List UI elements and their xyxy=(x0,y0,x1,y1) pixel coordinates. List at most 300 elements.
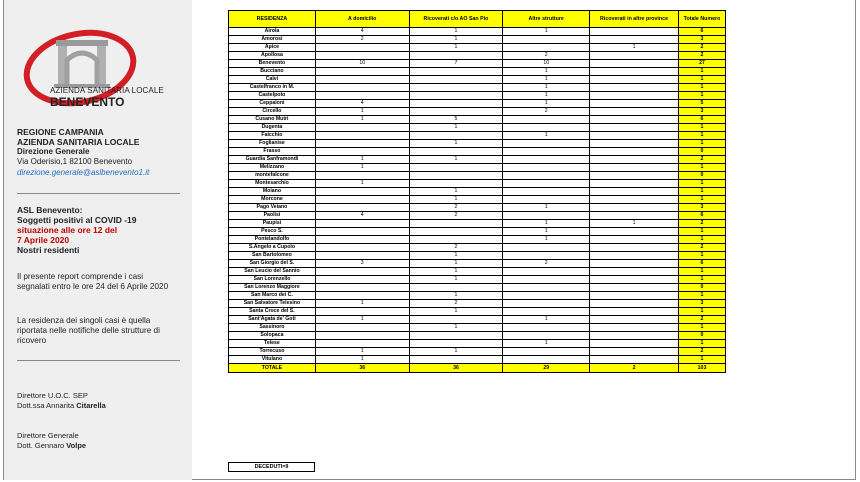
table-cell: 2 xyxy=(409,204,503,212)
cell-residenza: S.Angelo a Cupolo xyxy=(229,244,316,252)
table-cell xyxy=(409,84,503,92)
table-cell xyxy=(315,140,409,148)
header-san-pio: Ricoverati c/o AO San Pio xyxy=(409,11,503,28)
table-cell: 2 xyxy=(503,108,590,116)
table-cell xyxy=(590,84,679,92)
cell-residenza: Ceppaloni xyxy=(229,100,316,108)
cell-totale: 3 xyxy=(679,108,726,116)
table-cell xyxy=(409,92,503,100)
director-sep-name xyxy=(17,401,187,411)
cell-totale: 1 xyxy=(679,252,726,260)
table-cell xyxy=(590,300,679,308)
table-cell xyxy=(590,124,679,132)
table-cell xyxy=(315,308,409,316)
cell-residenza: Castelpoto xyxy=(229,92,316,100)
cell-residenza: San Giorgio del S. xyxy=(229,260,316,268)
cell-residenza: Foglianise xyxy=(229,140,316,148)
cell-residenza: Sassinoro xyxy=(229,324,316,332)
table-cell xyxy=(315,268,409,276)
table-row xyxy=(229,140,726,148)
table-row xyxy=(229,116,726,124)
table-cell xyxy=(590,260,679,268)
org-address: Via Oderisio,1 82100 Benevento xyxy=(17,157,133,166)
table-cell: 1 xyxy=(409,268,503,276)
table-cell xyxy=(590,340,679,348)
table-row xyxy=(229,44,726,52)
table-row xyxy=(229,52,726,60)
table-cell xyxy=(503,292,590,300)
cell-residenza: Paupisi xyxy=(229,220,316,228)
table-cell: 1 xyxy=(503,68,590,76)
table-cell xyxy=(409,52,503,60)
cell-totale: 3 xyxy=(679,204,726,212)
table-cell xyxy=(315,220,409,228)
table-row xyxy=(229,332,726,340)
table-cell: 1 xyxy=(409,260,503,268)
total-cell: 36 xyxy=(409,364,503,373)
header-domicilio: A domicilio xyxy=(315,11,409,28)
table-cell: 1 xyxy=(315,348,409,356)
table-cell: 1 xyxy=(409,196,503,204)
cell-residenza: Apice xyxy=(229,44,316,52)
table-cell xyxy=(503,196,590,204)
table-cell xyxy=(590,132,679,140)
table-cell xyxy=(409,148,503,156)
table-row xyxy=(229,348,726,356)
table-row xyxy=(229,92,726,100)
table-cell xyxy=(503,156,590,164)
table-cell xyxy=(590,172,679,180)
table-cell xyxy=(503,148,590,156)
table-cell: 10 xyxy=(503,60,590,68)
table-cell xyxy=(315,92,409,100)
table-row xyxy=(229,308,726,316)
cell-totale: 1 xyxy=(679,76,726,84)
table-cell xyxy=(503,172,590,180)
table-cell: 3 xyxy=(315,260,409,268)
table-cell: 1 xyxy=(315,356,409,364)
table-cell xyxy=(315,52,409,60)
table-cell: 1 xyxy=(315,316,409,324)
cell-residenza: Sant'Agata de' Goti xyxy=(229,316,316,324)
table-cell: 1 xyxy=(315,108,409,116)
table-cell xyxy=(409,340,503,348)
cell-totale: 3 xyxy=(679,300,726,308)
cell-residenza: Pesco S. xyxy=(229,228,316,236)
table-cell: 1 xyxy=(409,188,503,196)
report-title: ASL Benevento: xyxy=(17,205,83,215)
table-cell xyxy=(409,68,503,76)
table-row xyxy=(229,252,726,260)
table-cell: 1 xyxy=(409,156,503,164)
cell-residenza: Solopaca xyxy=(229,332,316,340)
table-cell xyxy=(315,124,409,132)
report-note-cutoff: Il presente report comprende i casi segnalati entro le ore 24 del 6 Aprile 2020 xyxy=(17,272,169,291)
header-residenza: RESIDENZA xyxy=(229,11,316,28)
table-cell xyxy=(590,284,679,292)
logo-title: BENEVENTO xyxy=(50,95,125,109)
cell-residenza: Torrecuso xyxy=(229,348,316,356)
table-cell xyxy=(409,172,503,180)
table-cell: 5 xyxy=(409,116,503,124)
table-cell xyxy=(315,44,409,52)
table-row xyxy=(229,164,726,172)
cell-totale: 1 xyxy=(679,292,726,300)
table-cell xyxy=(503,324,590,332)
director-general-role: Direttore Generale xyxy=(17,431,79,440)
table-cell: 1 xyxy=(409,28,503,36)
table-row xyxy=(229,204,726,212)
cell-totale: 5 xyxy=(679,100,726,108)
table-row xyxy=(229,156,726,164)
report-note-residence: La residenza dei singoli casi è quella riportata nelle notifiche delle strutture di ricovero xyxy=(17,316,160,345)
table-cell xyxy=(409,284,503,292)
cell-totale: 6 xyxy=(679,212,726,220)
cell-totale: 2 xyxy=(679,156,726,164)
cell-residenza: Guardia Sanframondi xyxy=(229,156,316,164)
cell-residenza: Dugenta xyxy=(229,124,316,132)
table-cell xyxy=(315,292,409,300)
table-cell xyxy=(503,268,590,276)
cell-residenza: Castelfranco in M. xyxy=(229,84,316,92)
table-cell: 1 xyxy=(503,100,590,108)
table-row xyxy=(229,148,726,156)
cell-residenza: Vitulano xyxy=(229,356,316,364)
director-general-surname: Volpe xyxy=(66,441,87,450)
table-row xyxy=(229,84,726,92)
table-cell xyxy=(590,156,679,164)
cell-residenza: Santa Croce del S. xyxy=(229,308,316,316)
table-cell: 1 xyxy=(590,220,679,228)
table-cell xyxy=(503,36,590,44)
table-cell xyxy=(590,68,679,76)
report-title-block xyxy=(17,205,187,255)
cell-totale: 1 xyxy=(679,196,726,204)
cell-residenza: Morcone xyxy=(229,196,316,204)
cell-totale: 2 xyxy=(679,52,726,60)
cell-totale: 3 xyxy=(679,36,726,44)
table-cell xyxy=(590,116,679,124)
cell-totale: 1 xyxy=(679,188,726,196)
table-cell xyxy=(409,356,503,364)
table-cell xyxy=(409,228,503,236)
director-general xyxy=(17,431,187,451)
cell-residenza: Circello xyxy=(229,108,316,116)
table-cell xyxy=(590,52,679,60)
table-cell xyxy=(409,316,503,324)
table-cell xyxy=(590,60,679,68)
table-cell xyxy=(590,268,679,276)
table-cell: 7 xyxy=(409,60,503,68)
cell-residenza: Apollosa xyxy=(229,52,316,60)
cell-totale: 6 xyxy=(679,116,726,124)
table-cell: 1 xyxy=(315,156,409,164)
cell-residenza: Montesarchio xyxy=(229,180,316,188)
table-row xyxy=(229,356,726,364)
table-cell: 1 xyxy=(409,308,503,316)
table-total-row xyxy=(229,364,726,373)
table-row xyxy=(229,244,726,252)
table-cell xyxy=(503,284,590,292)
table-cell xyxy=(503,116,590,124)
table-cell: 1 xyxy=(409,348,503,356)
table-cell xyxy=(590,308,679,316)
table-cell xyxy=(315,84,409,92)
cell-residenza: Benevento xyxy=(229,60,316,68)
table-cell xyxy=(590,324,679,332)
cell-totale: 1 xyxy=(679,68,726,76)
cell-totale: 2 xyxy=(679,316,726,324)
table-cell xyxy=(503,300,590,308)
table-body xyxy=(229,28,726,373)
cell-residenza: Faicchio xyxy=(229,132,316,140)
cell-totale: 0 xyxy=(679,172,726,180)
table-cell xyxy=(503,276,590,284)
table-cell: 1 xyxy=(409,276,503,284)
table-row xyxy=(229,60,726,68)
cell-totale: 2 xyxy=(679,244,726,252)
table-cell: 1 xyxy=(503,76,590,84)
table-cell: 1 xyxy=(409,292,503,300)
table-cell xyxy=(590,292,679,300)
table-cell xyxy=(315,204,409,212)
report-scope: Nostri residenti xyxy=(17,245,80,255)
table-cell xyxy=(409,76,503,84)
table-cell xyxy=(315,332,409,340)
cell-totale: 1 xyxy=(679,308,726,316)
table-cell: 2 xyxy=(503,260,590,268)
cell-residenza: San Bartolomeo xyxy=(229,252,316,260)
table-cell xyxy=(590,204,679,212)
cell-totale: 0 xyxy=(679,284,726,292)
cell-residenza: Telese xyxy=(229,340,316,348)
table-cell xyxy=(590,28,679,36)
table-row xyxy=(229,236,726,244)
table-cell xyxy=(590,212,679,220)
table-cell: 4 xyxy=(315,100,409,108)
table-row xyxy=(229,124,726,132)
cell-residenza: montefalcone xyxy=(229,172,316,180)
table-cell xyxy=(590,228,679,236)
cell-totale: 1 xyxy=(679,340,726,348)
cell-residenza: Pontelandolfo xyxy=(229,236,316,244)
table-cell: 1 xyxy=(409,140,503,148)
table-cell xyxy=(409,180,503,188)
table-cell xyxy=(315,252,409,260)
table-cell xyxy=(315,188,409,196)
cell-residenza: Amorosi xyxy=(229,36,316,44)
cell-residenza: San Salvatore Telesino xyxy=(229,300,316,308)
table-cell: 1 xyxy=(315,300,409,308)
director-general-name xyxy=(17,441,187,451)
table-cell xyxy=(590,244,679,252)
table-cell xyxy=(315,148,409,156)
cell-residenza: Bucciano xyxy=(229,68,316,76)
table-cell xyxy=(409,220,503,228)
table-cell: 10 xyxy=(315,60,409,68)
divider xyxy=(17,193,180,194)
table-cell: 1 xyxy=(590,44,679,52)
table-cell: 1 xyxy=(315,116,409,124)
table-cell: 1 xyxy=(503,316,590,324)
cell-totale: 2 xyxy=(679,44,726,52)
cell-totale: 2 xyxy=(679,348,726,356)
table-cell xyxy=(590,236,679,244)
table-cell xyxy=(503,252,590,260)
table-row xyxy=(229,228,726,236)
table-cell xyxy=(503,356,590,364)
cell-residenza: Calvi xyxy=(229,76,316,84)
org-name: AZIENDA SANITARIA LOCALE xyxy=(17,137,140,147)
table-cell xyxy=(590,332,679,340)
table-cell xyxy=(503,348,590,356)
cell-residenza: Melizzano xyxy=(229,164,316,172)
cell-totale: 1 xyxy=(679,92,726,100)
table-row xyxy=(229,276,726,284)
table-row xyxy=(229,100,726,108)
cell-residenza: San Lorenzo Maggiore xyxy=(229,284,316,292)
table-cell: 2 xyxy=(409,300,503,308)
total-cell: 36 xyxy=(315,364,409,373)
table-cell: 2 xyxy=(409,212,503,220)
table-cell xyxy=(409,164,503,172)
deceased-count: DECEDUTI=9 xyxy=(228,462,315,472)
table-cell xyxy=(503,44,590,52)
table-cell xyxy=(590,92,679,100)
director-sep-surname: Citarella xyxy=(76,401,106,410)
table-cell xyxy=(590,252,679,260)
table-cell: 4 xyxy=(315,212,409,220)
table-cell xyxy=(590,108,679,116)
table-cell xyxy=(315,324,409,332)
cell-totale: 27 xyxy=(679,60,726,68)
table-row xyxy=(229,316,726,324)
table-cell xyxy=(315,340,409,348)
table-row xyxy=(229,292,726,300)
table-cell xyxy=(409,132,503,140)
header-altre-province: Ricoverati in altre province xyxy=(590,11,679,28)
organization-block xyxy=(17,127,187,178)
table-cell xyxy=(590,188,679,196)
table-cell xyxy=(503,164,590,172)
table-cell xyxy=(590,76,679,84)
table-cell xyxy=(315,276,409,284)
table-cell xyxy=(409,332,503,340)
table-cell xyxy=(315,76,409,84)
table-cell: 1 xyxy=(503,228,590,236)
table-cell: 2 xyxy=(503,52,590,60)
table-cell: 1 xyxy=(315,164,409,172)
table-cell xyxy=(409,100,503,108)
cell-residenza: San Lorenzello xyxy=(229,276,316,284)
table-cell xyxy=(590,140,679,148)
table-cell xyxy=(503,308,590,316)
table-header-row xyxy=(229,11,726,28)
table-cell xyxy=(590,316,679,324)
cell-residenza: Airola xyxy=(229,28,316,36)
cell-totale: 1 xyxy=(679,228,726,236)
table-cell xyxy=(503,188,590,196)
table-row xyxy=(229,212,726,220)
table-cell xyxy=(590,148,679,156)
table-cell xyxy=(315,196,409,204)
report-time: situazione alle ore 12 del xyxy=(17,225,118,235)
table-cell: 1 xyxy=(503,132,590,140)
table-cell: 1 xyxy=(503,340,590,348)
cell-totale: 1 xyxy=(679,268,726,276)
director-general-name-prefix: Dott. Gennaro xyxy=(17,441,67,450)
table-cell xyxy=(503,332,590,340)
table-cell: 2 xyxy=(409,244,503,252)
table-row xyxy=(229,300,726,308)
cell-totale: 1 xyxy=(679,132,726,140)
table-cell xyxy=(503,180,590,188)
cell-totale: 1 xyxy=(679,84,726,92)
table-cell xyxy=(409,108,503,116)
table-cell xyxy=(315,244,409,252)
cell-totale: 0 xyxy=(679,148,726,156)
table-cell xyxy=(503,244,590,252)
org-email: direzione.generale@aslbenevento1.it xyxy=(17,168,150,177)
cell-totale: 2 xyxy=(679,220,726,228)
table-row xyxy=(229,68,726,76)
report-subject: Soggetti positivi al COVID -19 xyxy=(17,215,137,225)
table-cell xyxy=(503,140,590,148)
total-cell: 103 xyxy=(679,364,726,373)
director-sep xyxy=(17,391,187,411)
divider xyxy=(17,360,180,361)
cell-residenza: Frasso xyxy=(229,148,316,156)
table-row xyxy=(229,188,726,196)
table-cell xyxy=(590,36,679,44)
table-row xyxy=(229,196,726,204)
director-sep-role: Direttore U.O.C. SEP xyxy=(17,391,88,400)
cell-totale: 1 xyxy=(679,324,726,332)
table-cell xyxy=(590,180,679,188)
total-label: TOTALE xyxy=(229,364,316,373)
table-row xyxy=(229,180,726,188)
table-cell xyxy=(590,100,679,108)
cell-totale: 1 xyxy=(679,276,726,284)
table-row xyxy=(229,36,726,44)
table-row xyxy=(229,132,726,140)
table-cell xyxy=(315,284,409,292)
total-cell: 29 xyxy=(503,364,590,373)
cell-residenza: Paolisi xyxy=(229,212,316,220)
table-cell xyxy=(503,124,590,132)
cell-residenza: Cusano Mutri xyxy=(229,116,316,124)
table-cell: 1 xyxy=(409,44,503,52)
table-row xyxy=(229,28,726,36)
table-cell xyxy=(590,356,679,364)
table-cell: 1 xyxy=(503,204,590,212)
table-row xyxy=(229,108,726,116)
table-cell xyxy=(590,164,679,172)
report-date: 7 Aprile 2020 xyxy=(17,235,70,245)
cell-totale: 1 xyxy=(679,164,726,172)
org-region: REGIONE CAMPANIA xyxy=(17,127,104,137)
cases-table xyxy=(228,10,726,373)
header-totale: Totale Numero xyxy=(679,11,726,28)
table-cell xyxy=(590,348,679,356)
cell-totale: 1 xyxy=(679,140,726,148)
cell-residenza: Pago Veiano xyxy=(229,204,316,212)
cell-totale: 1 xyxy=(679,124,726,132)
org-department: Direzione Generale xyxy=(17,147,90,156)
table-cell: 1 xyxy=(503,220,590,228)
table-row xyxy=(229,260,726,268)
table-cell xyxy=(315,236,409,244)
